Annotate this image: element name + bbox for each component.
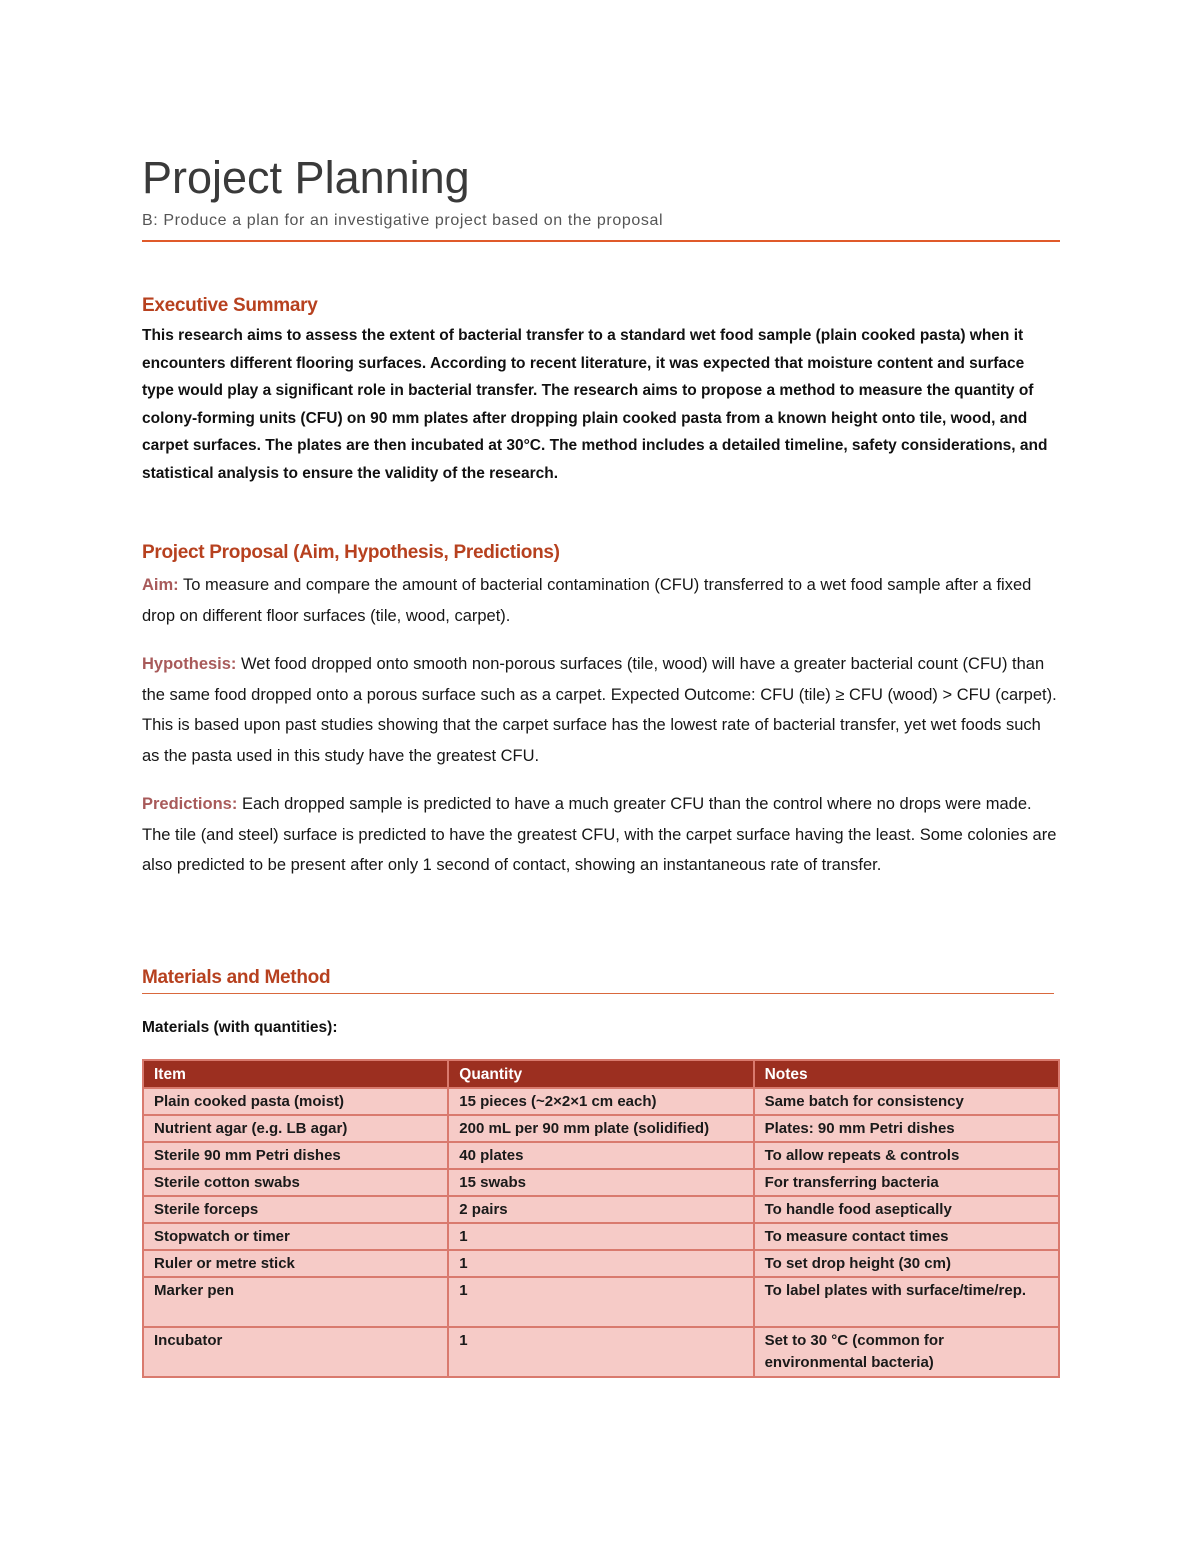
quantity-cell: 40 plates	[448, 1142, 753, 1169]
materials-divider	[142, 993, 1054, 994]
table-row	[143, 1223, 1059, 1250]
project-proposal-heading: Project Proposal (Aim, Hypothesis, Predictions)	[142, 542, 560, 563]
item-cell: Sterile 90 mm Petri dishes	[143, 1142, 448, 1169]
item-cell: Marker pen	[143, 1277, 448, 1327]
quantity-cell: 1	[448, 1250, 753, 1277]
hypothesis-label: Hypothesis:	[142, 655, 237, 673]
executive-summary-body: This research aims to assess the extent of bacterial transfer to a standard wet food sample (plain cooked pasta) when it encounters different flooring surfaces. According to recent literature, it was expected that moisture content and surface type would play a significant role in bacterial transfer. The research aims to propose a method to measure the quantity of colony-forming units (CFU) on 90 mm plates after dropping plain cooked pasta from a known height onto tile, wood, and carpet surfaces. The plates are then incubated at 30°C. The method includes a detailed timeline, safety considerations, and statistical analysis to ensure the validity of the research.	[142, 327, 1048, 482]
page-subtitle: B: Produce a plan for an investigative project based on the proposal	[142, 212, 664, 229]
quantity-cell: 15 swabs	[448, 1169, 753, 1196]
quantity-cell: 15 pieces (~2×2×1 cm each)	[448, 1088, 753, 1115]
materials-and-method-heading: Materials and Method	[142, 966, 331, 988]
table-row	[143, 1088, 1059, 1115]
item-cell: Stopwatch or timer	[143, 1223, 448, 1250]
notes-cell: To set drop height (30 cm)	[754, 1250, 1059, 1277]
aim-text: To measure and compare the amount of bacterial contamination (CFU) transferred to a wet food sample after a fixed drop on different floor surfaces (tile, wood, carpet).	[142, 576, 1032, 625]
item-cell: Ruler or metre stick	[143, 1250, 448, 1277]
item-cell: Plain cooked pasta (moist)	[143, 1088, 448, 1115]
predictions-paragraph	[142, 789, 1060, 881]
table-row	[143, 1142, 1059, 1169]
column-header-item: Item	[143, 1060, 448, 1088]
table-row	[143, 1327, 1059, 1377]
hypothesis-text: Wet food dropped onto smooth non-porous surfaces (tile, wood) will have a greater bacterial count (CFU) than the same food dropped onto a porous surface such as a carpet. Expected Outcome: CFU (tile) ≥ CFU (wood) > CFU (carpet). This is based upon past studies showing that the carpet surface has the lowest rate of bacterial transfer, yet wet foods such as the pasta used in this study have the greatest CFU.	[142, 655, 1057, 765]
column-header-quantity: Quantity	[448, 1060, 753, 1088]
hypothesis-paragraph	[142, 649, 1060, 771]
quantity-cell: 1	[448, 1327, 753, 1377]
predictions-text: Each dropped sample is predicted to have a much greater CFU than the control where no drops were made. The tile (and steel) surface is predicted to have the greatest CFU, with the carpet surface having the least. Some colonies are also predicted to be present after only 1 second of contact, showing an instantaneous rate of transfer.	[142, 795, 1057, 874]
item-cell: Incubator	[143, 1327, 448, 1377]
table-row	[143, 1115, 1059, 1142]
materials-table	[142, 1059, 1060, 1378]
title-divider	[142, 240, 1060, 242]
notes-cell: To label plates with surface/time/rep.	[754, 1277, 1059, 1327]
notes-cell: Same batch for consistency	[754, 1088, 1059, 1115]
materials-subheading: Materials (with quantities):	[142, 1018, 338, 1036]
quantity-cell: 1	[448, 1223, 753, 1250]
notes-cell: For transferring bacteria	[754, 1169, 1059, 1196]
aim-label: Aim:	[142, 576, 179, 594]
item-cell: Sterile forceps	[143, 1196, 448, 1223]
table-header-row	[143, 1060, 1059, 1088]
table-row	[143, 1277, 1059, 1327]
document-page	[142, 150, 1060, 1378]
notes-cell: Plates: 90 mm Petri dishes	[754, 1115, 1059, 1142]
table-row	[143, 1196, 1059, 1223]
quantity-cell: 2 pairs	[448, 1196, 753, 1223]
quantity-cell: 1	[448, 1277, 753, 1327]
quantity-cell: 200 mL per 90 mm plate (solidified)	[448, 1115, 753, 1142]
table-row	[143, 1169, 1059, 1196]
notes-cell: To handle food aseptically	[754, 1196, 1059, 1223]
executive-summary-heading: Executive Summary	[142, 295, 318, 316]
notes-cell: Set to 30 °C (common for environmental bacteria)	[754, 1327, 1059, 1377]
aim-paragraph	[142, 570, 1060, 631]
item-cell: Nutrient agar (e.g. LB agar)	[143, 1115, 448, 1142]
page-title: Project Planning	[142, 152, 470, 203]
item-cell: Sterile cotton swabs	[143, 1169, 448, 1196]
column-header-notes: Notes	[754, 1060, 1059, 1088]
predictions-label: Predictions:	[142, 795, 238, 813]
table-row	[143, 1250, 1059, 1277]
notes-cell: To allow repeats & controls	[754, 1142, 1059, 1169]
notes-cell: To measure contact times	[754, 1223, 1059, 1250]
